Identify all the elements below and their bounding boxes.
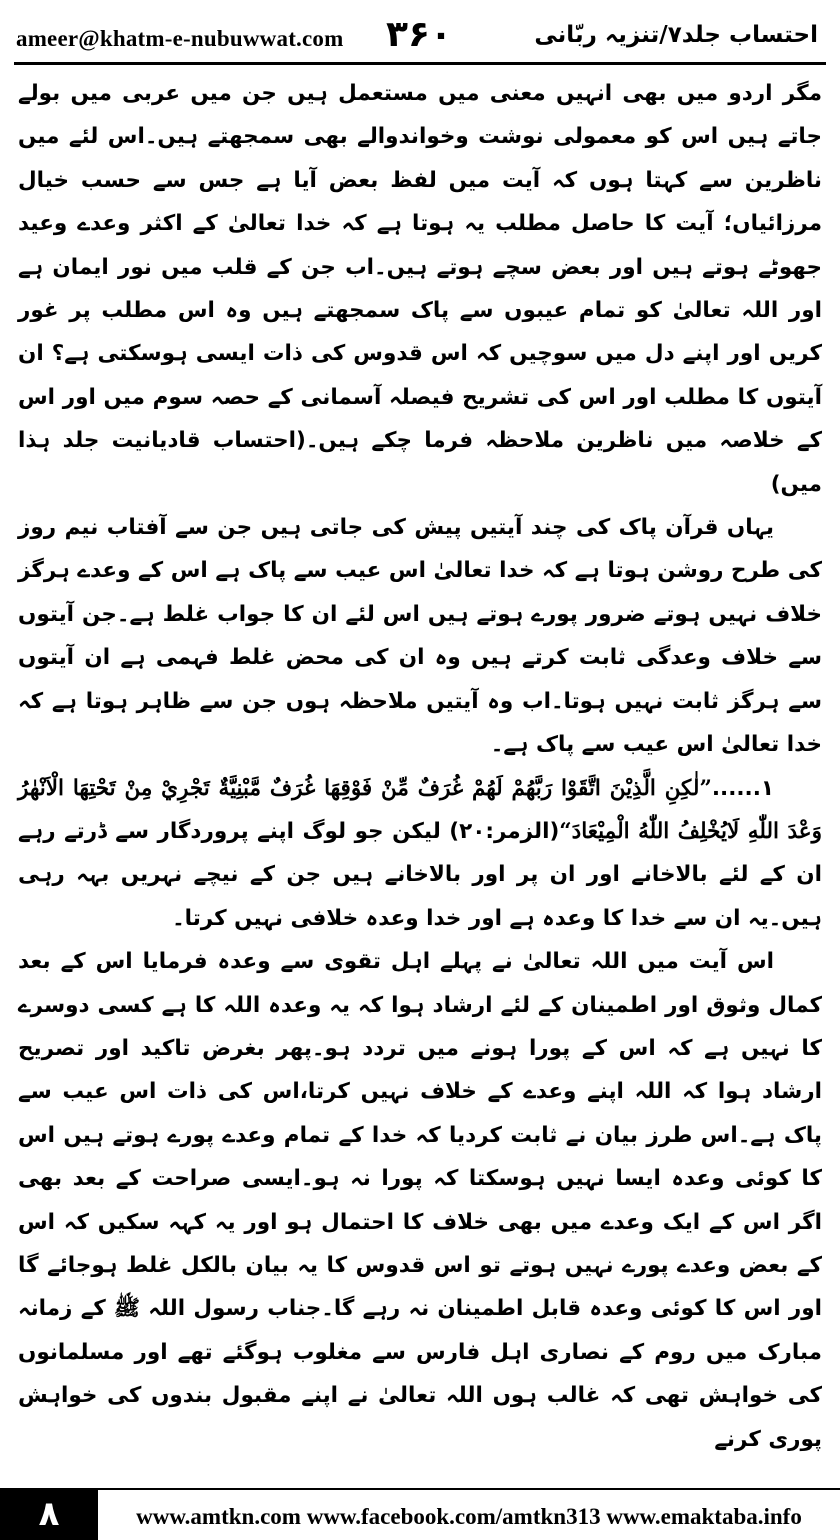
page-header	[0, 0, 840, 58]
paragraph-3	[18, 767, 822, 941]
header-email: ameer@khatm-e-nubuwwat.com	[16, 26, 344, 51]
verse-number: ۱......	[711, 775, 774, 801]
header-book-title: احتساب جلد۷/تنزیہ ربّانی	[534, 22, 818, 48]
footer-urls: www.amtkn.com www.facebook.com/amtkn313 www.emaktaba.info	[136, 1504, 802, 1529]
paragraph-4: اس آیت میں اللہ تعالیٰ نے پہلے اہل تقوی سے وعدہ فرمایا اس کے بعد کمال وثوق اور اطمینان کے لئے ارشاد ہوا کہ یہ وعدہ اللہ کا ہے کسی دوسرے کا نہیں ہے کہ اس کے پورا ہونے میں تردد ہو۔پھر بغرض تاکید اور تصریح ارشاد ہوا کہ اللہ اپنے وعدے کے خلاف نہیں کرتا،اس کی ذات اس عیب سے پاک ہے۔اس طرز بیان نے ثابت کردیا کہ خدا کے تمام وعدے پورے ہوتے ہیں اس کا کوئی وعدہ ایسا نہیں ہوسکتا کہ پورا نہ ہو۔ایسی صراحت کے بعد بھی اگر اس کے ایک وعدے میں بھی خلاف کا احتمال ہو اور یہ کہہ سکیں کہ اس کے بعض وعدے پورے نہیں ہوتے تو اس قدوس کا یہ بیان بالکل غلط ہوجائے گا اور اس کا کوئی وعدہ قابل اطمینان نہ رہے گا۔جناب رسول اللہ ﷺ کے زمانہ مبارک میں روم کے نصاری اہل فارس سے مغلوب ہوگئے تھے اور مسلمانوں کی خواہش تھی کہ غالب ہوں اللہ تعالیٰ نے اپنے مقبول بندوں کی خواہش پوری کرنے	[18, 949, 823, 1452]
header-page-number: ۳۶۰	[386, 14, 452, 55]
quran-verse: ”لٰكِنِ الَّذِيْنَ اتَّقَوْا رَبَّهُمْ لَهُمْ غُرَفٌ مِّنْ فَوْقِهَا غُرَفٌ مَّبْنِيَّةٌ تَجْرِيْ مِنْ تَحْتِهَا الْاَنْهٰرُ وَعْدَ اللّٰهِ لَايُخْلِفُ اللّٰهُ الْمِيْعَادَ“	[18, 775, 822, 844]
paragraph-2: یہاں قرآن پاک کی چند آیتیں پیش کی جاتی ہیں جن سے آفتاب نیم روز کی طرح روشن ہوتا ہے کہ خدا تعالیٰ اس عیب سے پاک ہے اس کے وعدے ہرگز خلاف نہیں ہوتے ضرور پورے ہوتے ہیں اس لئے ان کا جواب غلط ہے۔جن آیتوں سے خلاف وعدگی ثابت کرتے ہیں وہ ان کی محض غلط فہمی ہے ان آیتوں سے ہرگز ثابت نہیں ہوتا۔اب وہ آیتیں ملاحظہ ہوں جن سے ظاہر ہوتا ہے کہ خدا تعالیٰ اس عیب سے پاک ہے۔	[18, 515, 822, 758]
header-divider	[14, 62, 826, 65]
footer-page-number: ۸	[0, 1488, 98, 1540]
footer-divider	[98, 1488, 840, 1490]
page-footer	[0, 1488, 840, 1540]
verse-translation: (الزمر:۲۰) لیکن جو لوگ اپنے پروردگار سے ڈرتے رہے ان کے لئے بالاخانے اور ان پر اور بالاخانے ہیں جن کے نیچے نہریں بہہ رہی ہیں۔یہ ان سے خدا کا وعدہ ہے اور خدا وعدہ خلافی نہیں کرتا۔	[18, 818, 822, 931]
paragraph-1: مگر اردو میں بھی انہیں معنی میں مستعمل ہیں جن میں عربی میں بولے جاتے ہیں اس کو معمولی نوشت وخواندوالے بھی سمجھتے ہیں۔اس لئے میں ناظرین سے کہتا ہوں کہ آیت میں لفظ بعض آیا ہے جس سے حسب خیال مرزائیاں؛ آیت کا حاصل مطلب یہ ہوتا ہے کہ خدا تعالیٰ کے اکثر وعدے وعید جھوٹے ہوتے ہیں اور بعض سچے ہوتے ہیں۔اب جن کے قلب میں نور ایمان ہے اور اللہ تعالیٰ کو تمام عیبوں سے پاک سمجھتے ہیں وہ اس مطلب پر غور کریں اور اپنے دل میں سوچیں کہ اس قدوس کی ذات ایسی ہوسکتی ہے؟ ان آیتوں کا مطلب اور اس کی تشریح فیصلہ آسمانی کے حصہ سوم میں اور اس کے خلاصہ میں ناظرین ملاحظہ فرما چکے ہیں۔(احتساب قادیانیت جلد ہذا میں)	[18, 81, 822, 497]
page-body	[18, 72, 822, 1461]
